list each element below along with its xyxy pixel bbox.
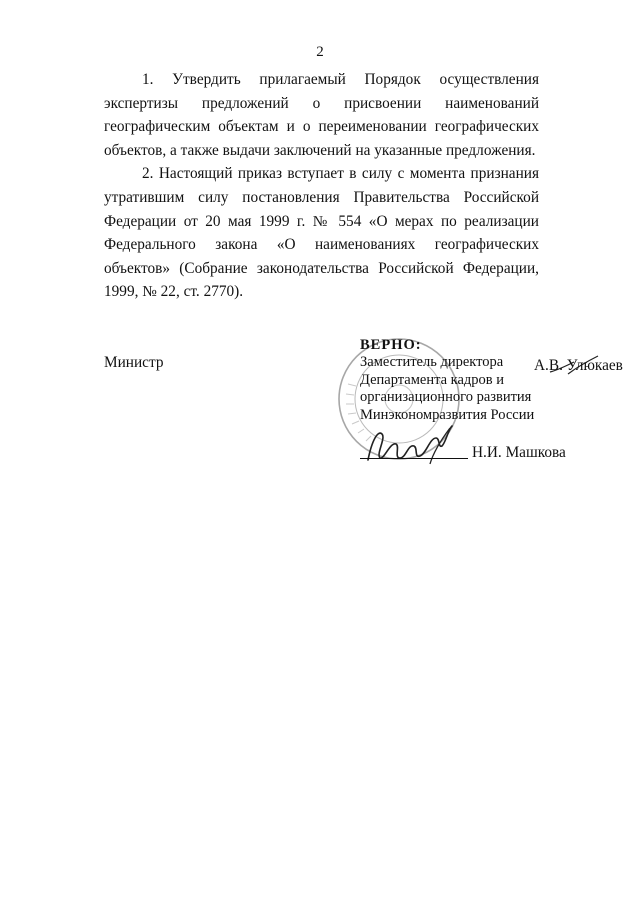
certifier-title-line-3: организационного развития	[360, 389, 532, 406]
certifier-title-line-4: Минэкономразвития России	[360, 406, 535, 423]
certifier-title-line-1: Заместитель директора	[360, 354, 504, 371]
certification-block	[360, 337, 534, 424]
page-number: 2	[316, 44, 324, 60]
signature-underline	[360, 458, 468, 459]
minister-label: Министр	[104, 354, 164, 371]
paragraph-1: 1. Утвердить прилагаемый Порядок осуществления экспертизы предложений о присвоении наименований географическим объектам и о переименовании географических объектов, а также выдачи заключений на указанные предложения.	[104, 71, 539, 159]
document-body	[104, 68, 539, 304]
minister-name: А.В. Улюкаев	[534, 357, 623, 374]
verno-label: ВЕРНО:	[360, 337, 422, 353]
certifier-signature-line	[360, 444, 566, 462]
paragraph-2: 2. Настоящий приказ вступает в силу с момента признания утратившим силу постановления Правительства Российской Федерации от 20 мая 1999 г. № 554 «О мерах по реализации Федерального закона «О наименованиях географических объектов» (Собрание законодательства Российской Федерации, 1999, № 22, ст. 2770).	[104, 165, 539, 301]
certifier-title-line-2: Департамента кадров и	[360, 371, 505, 388]
certifier-name: Н.И. Машкова	[472, 444, 566, 461]
